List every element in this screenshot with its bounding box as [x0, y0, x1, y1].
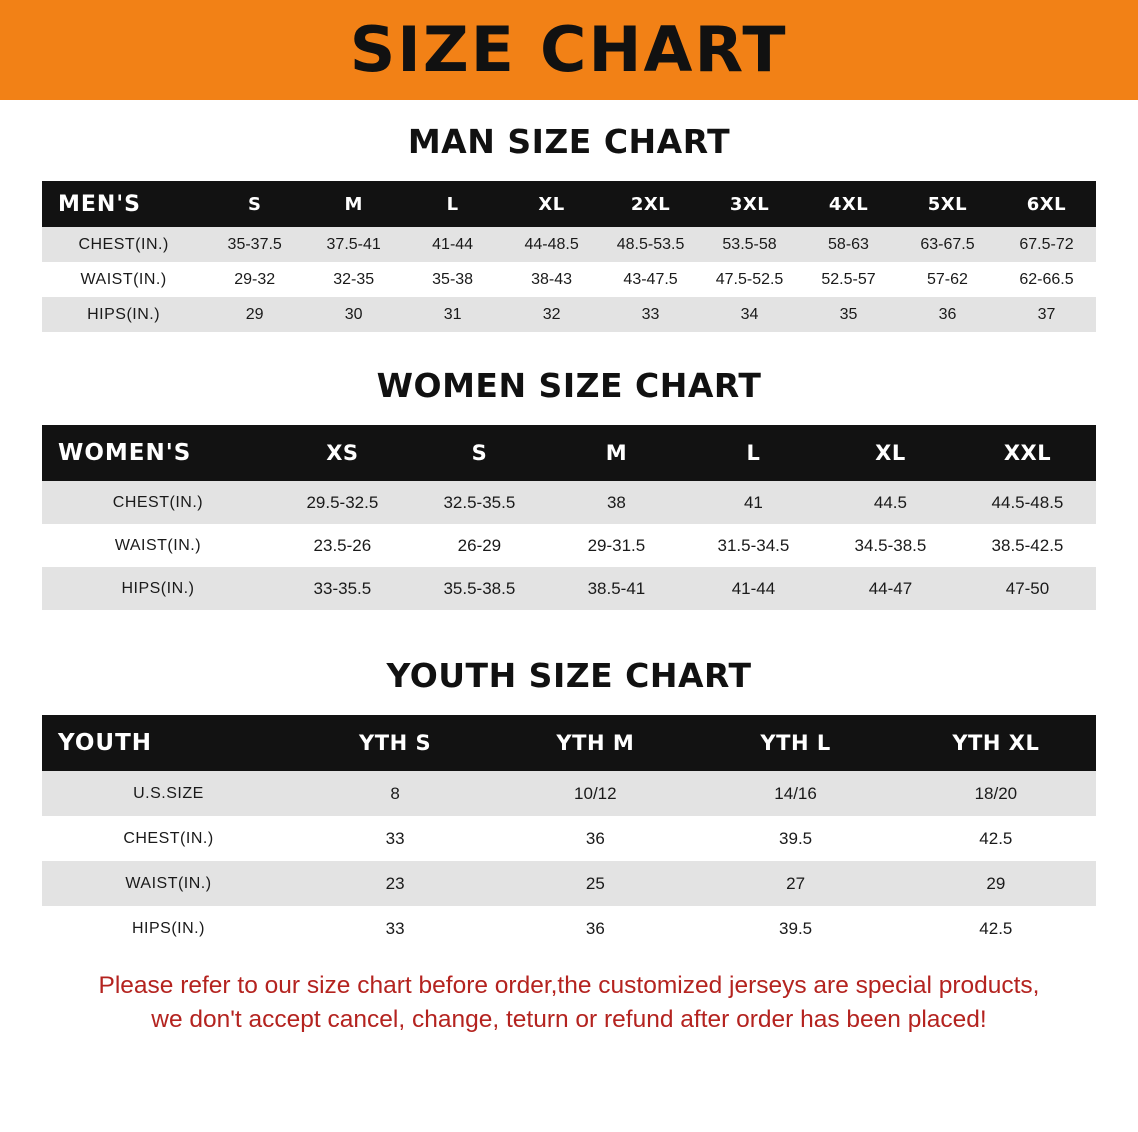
disclaimer-note — [40, 969, 1098, 1037]
table-cell: 44.5 — [822, 481, 959, 524]
man-header-cell: 2XL — [601, 181, 700, 227]
table-cell: 38.5-42.5 — [959, 524, 1096, 567]
table-cell: 35.5-38.5 — [411, 567, 548, 610]
man-header-cell: 3XL — [700, 181, 799, 227]
table-cell: 42.5 — [896, 816, 1096, 861]
man-header-cell: 4XL — [799, 181, 898, 227]
table-cell: 23 — [295, 861, 495, 906]
table-cell: 43-47.5 — [601, 262, 700, 297]
man-header-label: MEN'S — [42, 181, 205, 227]
table-cell: 47.5-52.5 — [700, 262, 799, 297]
row-label: WAIST(IN.) — [42, 861, 295, 906]
table-cell: 44.5-48.5 — [959, 481, 1096, 524]
table-cell: 41 — [685, 481, 822, 524]
table-cell: 31.5-34.5 — [685, 524, 822, 567]
table-cell: 58-63 — [799, 227, 898, 262]
man-header-cell: L — [403, 181, 502, 227]
table-cell: 38 — [548, 481, 685, 524]
man-header-cell: S — [205, 181, 304, 227]
row-label: HIPS(IN.) — [42, 906, 295, 951]
table-cell: 35-37.5 — [205, 227, 304, 262]
women-header-cell: M — [548, 425, 685, 481]
man-header-cell: M — [304, 181, 403, 227]
table-cell: 37 — [997, 297, 1096, 332]
table-cell: 38.5-41 — [548, 567, 685, 610]
disclaimer-line-2: we don't accept cancel, change, teturn or refund after order has been placed! — [151, 1005, 987, 1033]
row-label: HIPS(IN.) — [42, 567, 274, 610]
row-label: HIPS(IN.) — [42, 297, 205, 332]
man-section-title: MAN SIZE CHART — [407, 122, 731, 161]
row-label: WAIST(IN.) — [42, 262, 205, 297]
table-cell: 41-44 — [403, 227, 502, 262]
row-label: CHEST(IN.) — [42, 481, 274, 524]
table-cell: 33-35.5 — [274, 567, 411, 610]
table-cell: 23.5-26 — [274, 524, 411, 567]
row-label: U.S.SIZE — [42, 771, 295, 816]
table-cell: 67.5-72 — [997, 227, 1096, 262]
table-row — [42, 227, 1096, 262]
table-cell: 53.5-58 — [700, 227, 799, 262]
man-table-wrap — [42, 181, 1096, 332]
women-header-cell: XXL — [959, 425, 1096, 481]
youth-header-cell: YTH M — [495, 715, 695, 771]
youth-section-title: YOUTH SIZE CHART — [386, 656, 752, 695]
table-cell: 39.5 — [695, 816, 895, 861]
table-cell: 44-47 — [822, 567, 959, 610]
table-cell: 31 — [403, 297, 502, 332]
man-header-cell: 6XL — [997, 181, 1096, 227]
table-cell: 36 — [495, 816, 695, 861]
women-header-cell: L — [685, 425, 822, 481]
table-row — [42, 524, 1096, 567]
table-cell: 32.5-35.5 — [411, 481, 548, 524]
table-cell: 10/12 — [495, 771, 695, 816]
women-header-cell: S — [411, 425, 548, 481]
table-row — [42, 816, 1096, 861]
row-label: CHEST(IN.) — [42, 227, 205, 262]
table-cell: 30 — [304, 297, 403, 332]
table-cell: 36 — [898, 297, 997, 332]
women-header-cell: XS — [274, 425, 411, 481]
row-label: WAIST(IN.) — [42, 524, 274, 567]
disclaimer-line-1: Please refer to our size chart before order,the customized jerseys are special products, — [98, 972, 1040, 999]
table-cell: 29 — [896, 861, 1096, 906]
table-cell: 29-31.5 — [548, 524, 685, 567]
table-cell: 44-48.5 — [502, 227, 601, 262]
youth-header-cell: YTH L — [695, 715, 895, 771]
table-cell: 14/16 — [695, 771, 895, 816]
table-cell: 35 — [799, 297, 898, 332]
table-row — [42, 861, 1096, 906]
table-row — [42, 262, 1096, 297]
table-cell: 34 — [700, 297, 799, 332]
table-cell: 47-50 — [959, 567, 1096, 610]
table-cell: 37.5-41 — [304, 227, 403, 262]
row-label: CHEST(IN.) — [42, 816, 295, 861]
women-section-title: WOMEN SIZE CHART — [376, 366, 762, 405]
table-cell: 27 — [695, 861, 895, 906]
women-header-label: WOMEN'S — [42, 425, 274, 481]
women-header-row — [42, 425, 1096, 481]
table-cell: 29.5-32.5 — [274, 481, 411, 524]
table-cell: 34.5-38.5 — [822, 524, 959, 567]
page-title: SIZE CHART — [350, 13, 788, 86]
table-cell: 42.5 — [896, 906, 1096, 951]
youth-header-row — [42, 715, 1096, 771]
table-cell: 48.5-53.5 — [601, 227, 700, 262]
table-cell: 26-29 — [411, 524, 548, 567]
man-header-cell: 5XL — [898, 181, 997, 227]
table-row — [42, 297, 1096, 332]
youth-header-cell: YTH XL — [896, 715, 1096, 771]
table-cell: 29 — [205, 297, 304, 332]
youth-table-wrap — [42, 715, 1096, 951]
table-cell: 33 — [601, 297, 700, 332]
man-size-table — [42, 181, 1096, 332]
table-cell: 41-44 — [685, 567, 822, 610]
table-cell: 8 — [295, 771, 495, 816]
table-cell: 62-66.5 — [997, 262, 1096, 297]
table-row — [42, 906, 1096, 951]
table-cell: 35-38 — [403, 262, 502, 297]
youth-size-table — [42, 715, 1096, 951]
table-cell: 18/20 — [896, 771, 1096, 816]
table-cell: 39.5 — [695, 906, 895, 951]
table-cell: 33 — [295, 816, 495, 861]
table-row — [42, 771, 1096, 816]
table-cell: 33 — [295, 906, 495, 951]
man-header-row — [42, 181, 1096, 227]
table-row — [42, 567, 1096, 610]
women-header-cell: XL — [822, 425, 959, 481]
table-cell: 57-62 — [898, 262, 997, 297]
women-table-wrap — [42, 425, 1096, 610]
table-cell: 36 — [495, 906, 695, 951]
women-size-table — [42, 425, 1096, 610]
table-cell: 63-67.5 — [898, 227, 997, 262]
header-banner — [0, 0, 1138, 100]
youth-header-label: YOUTH — [42, 715, 295, 771]
table-cell: 52.5-57 — [799, 262, 898, 297]
man-header-cell: XL — [502, 181, 601, 227]
table-cell: 29-32 — [205, 262, 304, 297]
youth-header-cell: YTH S — [295, 715, 495, 771]
table-cell: 25 — [495, 861, 695, 906]
table-row — [42, 481, 1096, 524]
table-cell: 32-35 — [304, 262, 403, 297]
table-cell: 32 — [502, 297, 601, 332]
table-cell: 38-43 — [502, 262, 601, 297]
